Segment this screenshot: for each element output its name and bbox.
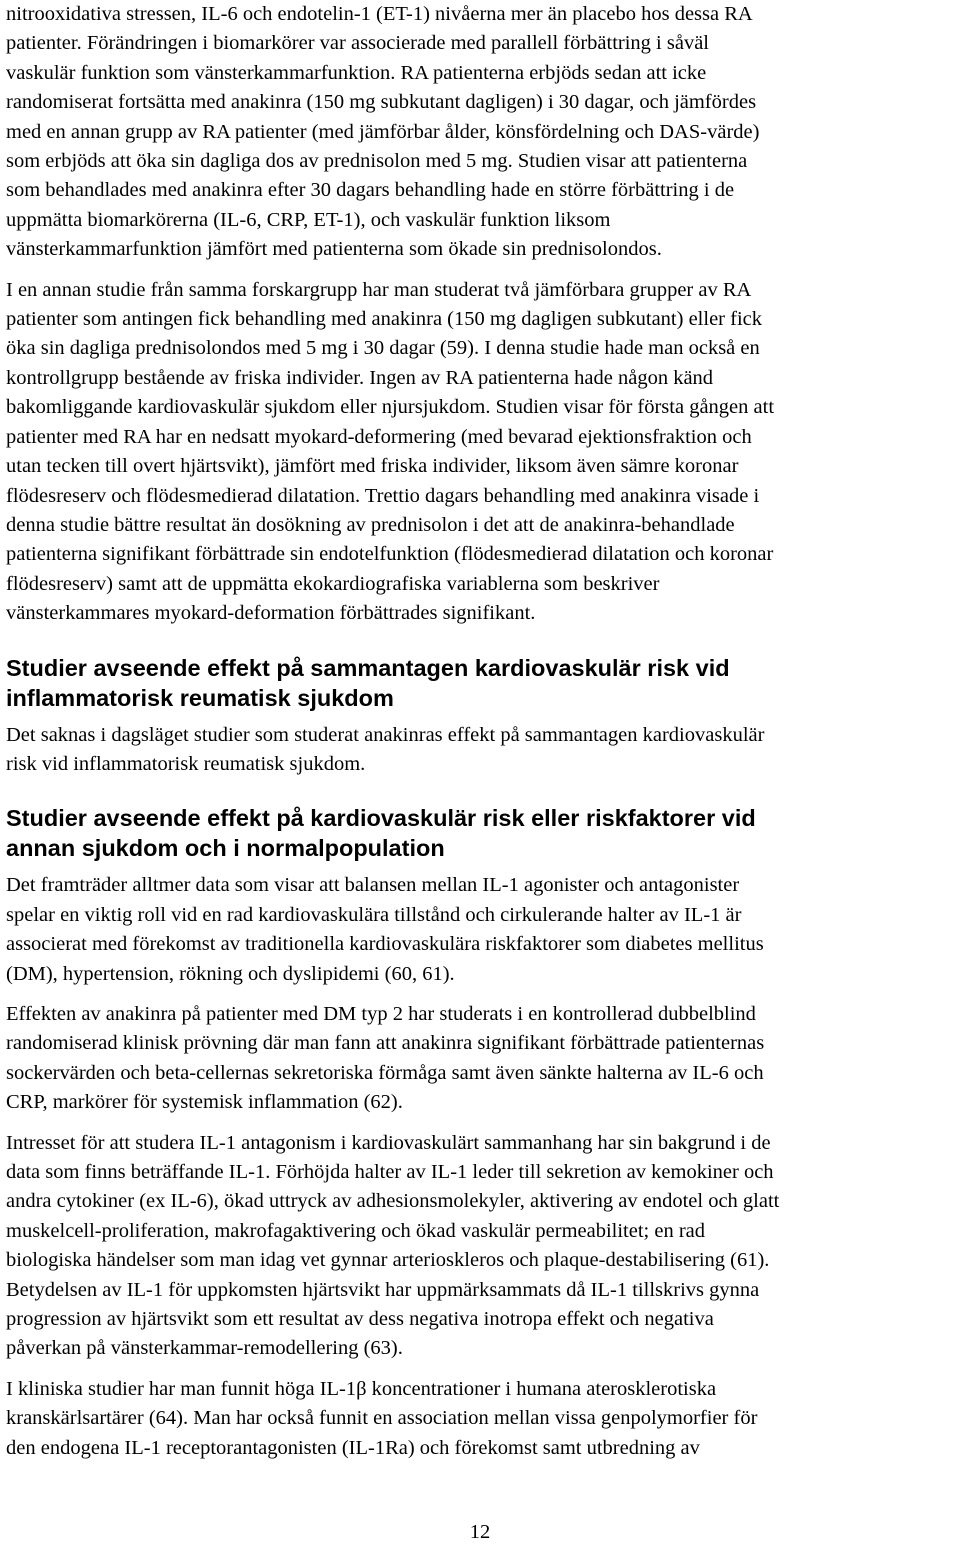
paragraph: [6, 276, 950, 629]
paragraph: [6, 0, 950, 265]
text-line: patienterna signifikant förbättrade sin endotelfunktion (flödesmedierad dilatation och koronar: [6, 543, 774, 566]
text-line: randomiserat fortsätta med anakinra (150 mg subkutant dagligen) i 30 dagar, och jämfördes: [6, 91, 757, 114]
heading-line: Studier avseende effekt på kardiovaskulär risk eller riskfaktorer vid: [6, 805, 756, 832]
text-line: kranskärlsartärer (64). Man har också funnit en association mellan vissa genpolymorfier för: [6, 1407, 758, 1430]
text-line: påverkan på vänsterkammar-remodellering (63).: [6, 1337, 403, 1360]
text-line: Effekten av anakinra på patienter med DM typ 2 har studerats i en kontrollerad dubbelblind: [6, 1002, 756, 1025]
text-line: associerat med förekomst av traditionella kardiovaskulära riskfaktorer som diabetes mellitus: [6, 933, 764, 956]
text-line: risk vid inflammatorisk reumatisk sjukdom.: [6, 752, 366, 775]
text-line: som erbjöds att öka sin dagliga dos av prednisolon med 5 mg. Studien visar att patienterna: [6, 150, 748, 173]
paragraph: [6, 1129, 950, 1364]
section-heading: [6, 653, 950, 713]
text-line: biologiska händelser som man idag vet gynnar arterioskleros och plaque-destabilisering (61).: [6, 1249, 770, 1272]
text-line: vaskulär funktion som vänsterkammarfunktion. RA patienterna erbjöds sedan att icke: [6, 61, 707, 84]
text-line: muskelcell-proliferation, makrofagaktivering och ökad vaskulär permeabilitet; en rad: [6, 1219, 706, 1242]
document-page: [6, 0, 950, 1474]
paragraph: [6, 721, 950, 780]
text-line: uppmätta biomarkörerna (IL-6, CRP, ET-1), och vaskulär funktion liksom: [6, 208, 611, 231]
text-line: spelar en viktig roll vid en rad kardiovaskulära tillstånd och cirkulerande halter av IL-1 är: [6, 903, 742, 926]
text-line: flödesreserv) samt att de uppmätta ekokardiografiska variablerna som beskriver: [6, 572, 660, 595]
text-line: som behandlades med anakinra efter 30 dagars behandling hade en större förbättring i de: [6, 179, 735, 202]
text-line: patienter som antingen fick behandling med anakinra (150 mg dagligen subkutant) eller fick: [6, 308, 762, 331]
text-line: randomiserad klinisk prövning där man fann att anakinra signifikant förbättrade patienternas: [6, 1032, 765, 1055]
text-line: den endogena IL-1 receptorantagonisten (IL-1Ra) och förekomst samt utbredning av: [6, 1436, 700, 1459]
text-line: patienter. Förändringen i biomarkörer var associerade med parallell förbättring i såväl: [6, 32, 709, 55]
text-line: data som finns beträffande IL-1. Förhöjda halter av IL-1 leder till sekretion av kemokiner och: [6, 1161, 774, 1183]
text-line: nitrooxidativa stressen, IL-6 och endotelin-1 (ET-1) nivåerna mer än placebo hos dessa RA: [6, 3, 753, 25]
text-line: (DM), hypertension, rökning och dyslipidemi (60, 61).: [6, 962, 455, 985]
text-line: Betydelsen av IL-1 för uppkomsten hjärtsvikt har uppmärksammats då IL-1 tillskrivs gynna: [6, 1278, 760, 1301]
text-line: andra cytokiner (ex IL-6), ökad uttryck av adhesionsmolekyler, aktivering av endotel och glatt: [6, 1190, 780, 1213]
section-heading: [6, 803, 950, 863]
text-line: I kliniska studier har man funnit höga IL-1β koncentrationer i humana aterosklerotiska: [6, 1377, 717, 1400]
text-line: denna studie bättre resultat än dosökning av prednisolon i det att de anakinra-behandlade: [6, 513, 735, 536]
text-line: progression av hjärtsvikt som ett resultat av dess negativa inotropa effekt och negativa: [6, 1308, 714, 1331]
text-line: Det framträder alltmer data som visar att balansen mellan IL-1 agonister och antagonister: [6, 874, 740, 897]
text-line: flödesreserv och flödesmedierad dilatation. Trettio dagars behandling med anakinra visade i: [6, 484, 760, 507]
paragraph: [6, 871, 950, 989]
text-line: vänsterkammares myokard-deformation förbättrades signifikant.: [6, 602, 536, 625]
text-line: patienter med RA har en nedsatt myokard-deformering (med bevarad ejektionsfraktion och: [6, 425, 752, 448]
text-line: Det saknas i dagsläget studier som studerat anakinras effekt på sammantagen kardiovaskulär: [6, 723, 765, 746]
paragraph: [6, 1000, 950, 1118]
paragraph: [6, 1375, 950, 1463]
text-line: bakomliggande kardiovaskulär sjukdom eller njursjukdom. Studien visar för första gången att: [6, 396, 775, 419]
heading-line: Studier avseende effekt på sammantagen kardiovaskulär risk vid: [6, 654, 730, 681]
text-line: Intresset för att studera IL-1 antagonism i kardiovaskulärt sammanhang har sin bakgrund i de: [6, 1131, 771, 1154]
heading-line: annan sjukdom och i normalpopulation: [6, 835, 445, 862]
heading-line: inflammatorisk reumatisk sjukdom: [6, 684, 394, 711]
page-number: 12: [469, 1521, 491, 1543]
text-line: vänsterkammarfunktion jämfört med patienterna som ökade sin prednisolondos.: [6, 238, 662, 261]
text-line: I en annan studie från samma forskargrupp har man studerat två jämförbara grupper av RA: [6, 278, 752, 301]
text-line: utan tecken till overt hjärtsvikt), jämfört med friska individer, liksom även sämre koronar: [6, 455, 739, 478]
text-line: CRP, markörer för systemisk inflammation (62).: [6, 1091, 403, 1114]
text-line: sockervärden och beta-cellernas sekretoriska förmåga samt även sänkte halterna av IL-6 och: [6, 1061, 764, 1084]
text-line: öka sin dagliga prednisolondos med 5 mg i 30 dagar (59). I denna studie hade man också en: [6, 337, 760, 360]
text-line: kontrollgrupp bestående av friska individer. Ingen av RA patienterna hade någon känd: [6, 366, 714, 389]
text-line: med en annan grupp av RA patienter (med jämförbar ålder, könsfördelning och DAS-värde): [6, 120, 760, 143]
